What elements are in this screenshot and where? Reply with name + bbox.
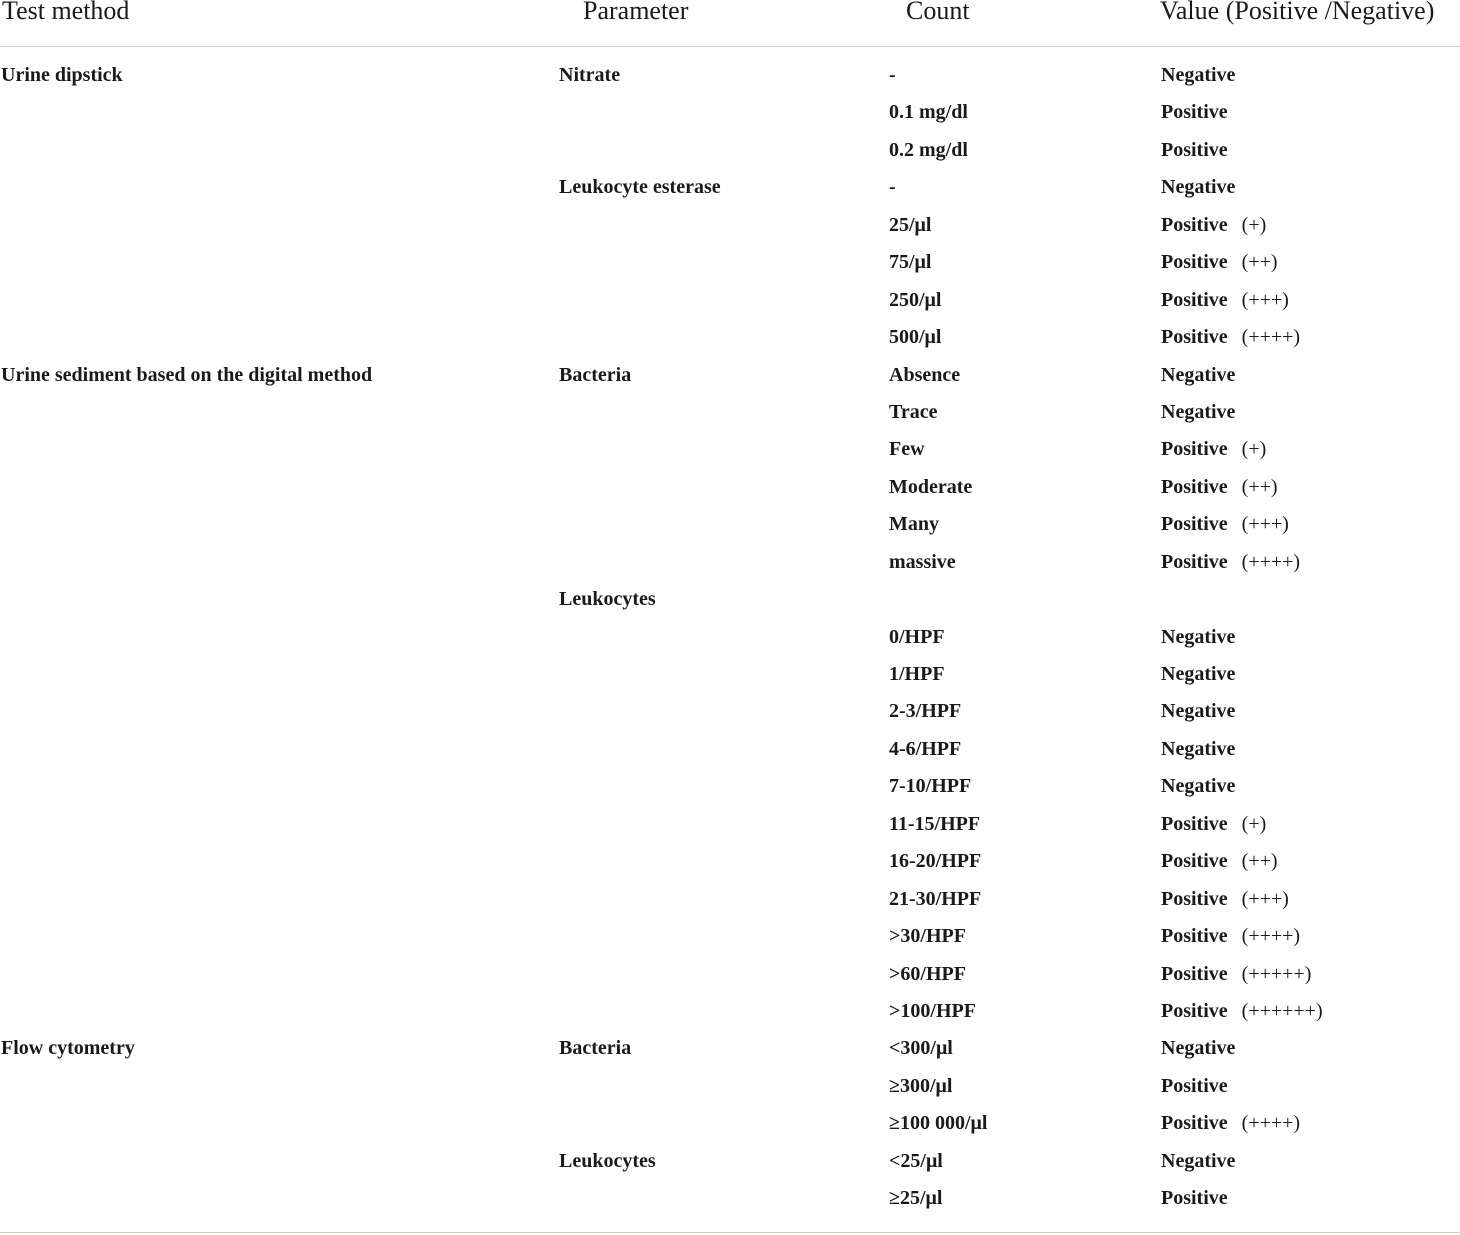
- table-row: [0, 359, 1460, 396]
- cell-value: [1161, 963, 1311, 986]
- value-label: Positive: [1161, 887, 1228, 910]
- cell-count: >60/HPF: [889, 962, 966, 985]
- severity-grade: (++++): [1241, 925, 1301, 948]
- severity-grade: (+++): [1241, 887, 1289, 910]
- value-label: Positive: [1161, 513, 1228, 536]
- table-bottom-rule: [0, 1232, 1460, 1233]
- table-row: [0, 471, 1460, 508]
- table-row: [0, 1032, 1460, 1069]
- cell-value: [1161, 551, 1300, 574]
- severity-grade: (+++): [1241, 513, 1289, 536]
- severity-grade: (+): [1241, 213, 1267, 236]
- value-label: Positive: [1161, 101, 1228, 124]
- cell-test-method: Urine dipstick: [1, 64, 123, 86]
- cell-count: 0.2 mg/dl: [889, 138, 968, 161]
- table-body: [0, 59, 1460, 1220]
- cell-value: [1161, 476, 1278, 499]
- cell-value: [1161, 1037, 1249, 1060]
- table-row: [0, 621, 1460, 658]
- value-label: Positive: [1161, 138, 1228, 161]
- cell-count: 11-15/HPF: [889, 812, 981, 835]
- cell-count: massive: [889, 550, 956, 573]
- value-label: Positive: [1161, 812, 1228, 835]
- cell-count: Many: [889, 513, 939, 536]
- cell-value: [1161, 1000, 1323, 1023]
- table-row: [0, 658, 1460, 695]
- cell-test-method: Flow cytometry: [1, 1037, 135, 1060]
- cell-value: [1161, 663, 1249, 686]
- cell-value: [1161, 139, 1242, 162]
- cell-value: [1161, 700, 1249, 723]
- table-row: [0, 583, 1460, 620]
- cell-parameter: Nitrate: [559, 64, 621, 86]
- cell-count: -: [889, 64, 896, 86]
- table-row: [0, 695, 1460, 732]
- value-label: Negative: [1161, 625, 1236, 648]
- cell-value: [1161, 738, 1249, 761]
- table-row: [0, 1070, 1460, 1107]
- table-row: [0, 508, 1460, 545]
- cell-value: [1161, 626, 1249, 649]
- value-label: Negative: [1161, 663, 1236, 685]
- cell-value: [1161, 1075, 1242, 1098]
- cell-value: [1161, 438, 1266, 461]
- cell-count: 16-20/HPF: [889, 850, 982, 873]
- cell-count: 75/μl: [889, 251, 932, 274]
- value-label: Positive: [1161, 850, 1228, 873]
- cell-value: [1161, 888, 1289, 911]
- value-label: Positive: [1161, 550, 1228, 573]
- cell-value: [1161, 925, 1300, 948]
- table-row: [0, 1145, 1460, 1182]
- cell-count: 0/HPF: [889, 625, 945, 648]
- value-label: Negative: [1161, 775, 1236, 798]
- cell-count: 1/HPF: [889, 663, 945, 685]
- severity-grade: (++++): [1241, 1112, 1301, 1135]
- cell-count: Moderate: [889, 475, 973, 498]
- table-row: [0, 995, 1460, 1032]
- cell-test-method: Urine sediment based on the digital method: [1, 363, 373, 386]
- value-label: Positive: [1161, 1187, 1228, 1210]
- cell-count: 2-3/HPF: [889, 700, 962, 723]
- cell-value: [1161, 64, 1249, 87]
- value-label: Negative: [1161, 64, 1236, 86]
- table-header: [0, 0, 1460, 47]
- severity-grade: (++++++): [1241, 999, 1323, 1022]
- cell-parameter: Bacteria: [559, 363, 632, 386]
- cell-value: [1161, 813, 1266, 836]
- value-label: Positive: [1161, 251, 1228, 274]
- cell-value: [1161, 289, 1289, 312]
- severity-grade: (+++): [1241, 288, 1289, 311]
- value-label: Negative: [1161, 400, 1236, 423]
- cell-count: 250/μl: [889, 288, 942, 311]
- cell-value: [1161, 1187, 1242, 1210]
- cell-value: [1161, 251, 1278, 274]
- value-label: Negative: [1161, 1149, 1236, 1172]
- severity-grade: (+): [1241, 438, 1267, 461]
- header-parameter: Parameter: [583, 0, 689, 25]
- cell-parameter: Leukocytes: [559, 1149, 656, 1172]
- cell-count: >30/HPF: [889, 925, 966, 948]
- table-row: [0, 134, 1460, 171]
- cell-count: >100/HPF: [889, 999, 976, 1022]
- value-label: Negative: [1161, 1037, 1236, 1060]
- value-label: Negative: [1161, 737, 1236, 760]
- table-row: [0, 1107, 1460, 1144]
- table-row: [0, 433, 1460, 470]
- table-row: [0, 171, 1460, 208]
- cell-parameter: Leukocyte esterase: [559, 176, 721, 199]
- cell-value: [1161, 176, 1249, 199]
- header-test-method: Test method: [2, 0, 130, 25]
- table-row: [0, 770, 1460, 807]
- table-row: [0, 396, 1460, 433]
- table-row: [0, 546, 1460, 583]
- table-row: [0, 808, 1460, 845]
- cell-value: [1161, 326, 1300, 349]
- table-row: [0, 845, 1460, 882]
- cell-count: 0.1 mg/dl: [889, 101, 968, 124]
- cell-value: [1161, 513, 1289, 536]
- cell-count: ≥300/μl: [889, 1074, 953, 1097]
- table-row: [0, 96, 1460, 133]
- value-label: Positive: [1161, 213, 1228, 236]
- cell-value: [1161, 775, 1249, 798]
- cell-count: 7-10/HPF: [889, 775, 972, 798]
- value-label: Positive: [1161, 999, 1228, 1022]
- cell-count: -: [889, 176, 896, 199]
- value-label: Positive: [1161, 1112, 1228, 1135]
- header-count: Count: [906, 0, 970, 25]
- cell-count: ≥100 000/μl: [889, 1112, 988, 1135]
- header-value: Value (Positive /Negative): [1160, 0, 1435, 25]
- table-row: [0, 958, 1460, 995]
- cell-value: [1161, 101, 1242, 124]
- value-label: Positive: [1161, 1074, 1228, 1097]
- cell-value: [1161, 1150, 1249, 1173]
- table-row: [0, 920, 1460, 957]
- table-row: [0, 733, 1460, 770]
- table-row: [0, 246, 1460, 283]
- value-label: Negative: [1161, 176, 1236, 199]
- cell-value: [1161, 364, 1249, 387]
- cell-count: 4-6/HPF: [889, 737, 962, 760]
- value-label: Positive: [1161, 962, 1228, 985]
- cell-count: Absence: [889, 363, 961, 386]
- value-label: Positive: [1161, 925, 1228, 948]
- table-row: [0, 284, 1460, 321]
- cell-value: [1161, 588, 1175, 611]
- value-label: Positive: [1161, 288, 1228, 311]
- cell-count: 25/μl: [889, 213, 932, 236]
- cell-count: ≥25/μl: [889, 1187, 943, 1210]
- cell-parameter: Bacteria: [559, 1037, 632, 1060]
- cell-count: Few: [889, 438, 925, 461]
- table-row: [0, 321, 1460, 358]
- severity-grade: (++++): [1241, 550, 1301, 573]
- value-label: Negative: [1161, 363, 1236, 386]
- cell-count: <25/μl: [889, 1149, 943, 1172]
- value-label: Positive: [1161, 475, 1228, 498]
- value-label: Positive: [1161, 326, 1228, 349]
- severity-grade: (++): [1241, 251, 1278, 274]
- cell-count: Trace: [889, 400, 938, 423]
- value-label: Positive: [1161, 438, 1228, 461]
- cell-count: 21-30/HPF: [889, 887, 982, 910]
- cell-count: 500/μl: [889, 326, 942, 349]
- cell-value: [1161, 850, 1278, 873]
- value-label: Negative: [1161, 700, 1236, 723]
- cell-value: [1161, 401, 1249, 424]
- cell-parameter: Leukocytes: [559, 588, 656, 611]
- severity-grade: (++): [1241, 850, 1278, 873]
- cell-count: <300/μl: [889, 1037, 953, 1060]
- table-row: [0, 1182, 1460, 1219]
- severity-grade: (+++++): [1241, 962, 1312, 985]
- severity-grade: (++): [1241, 475, 1278, 498]
- cell-value: [1161, 1112, 1300, 1135]
- table-row: [0, 209, 1460, 246]
- severity-grade: (++++): [1241, 326, 1301, 349]
- table-row: [0, 883, 1460, 920]
- severity-grade: (+): [1241, 812, 1267, 835]
- table-row: [0, 59, 1460, 96]
- cell-value: [1161, 214, 1266, 237]
